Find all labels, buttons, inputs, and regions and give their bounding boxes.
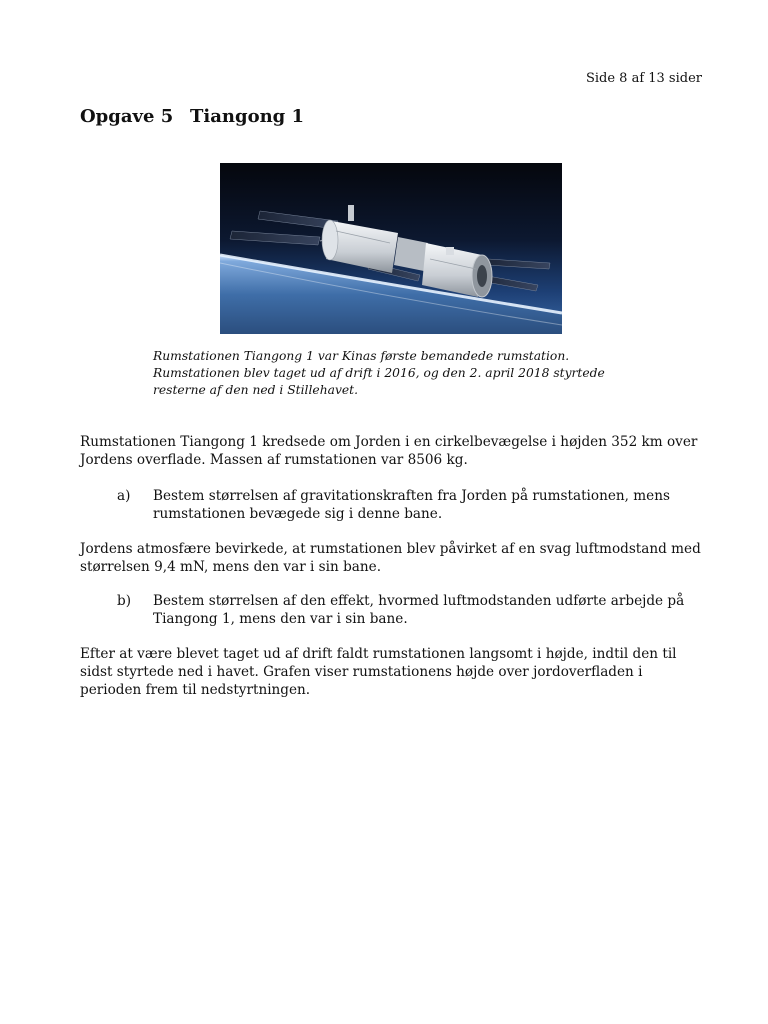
task-number: Opgave 5 <box>80 106 174 127</box>
page-number: Side 8 af 13 sider <box>585 71 702 86</box>
question-b-text: Bestem størrelsen af den effekt, hvormed luftmodstanden udførte arbejde på Tiangong 1, mens den var i sin bane. <box>153 593 685 627</box>
intro-paragraph: Rumstationen Tiangong 1 kredsede om Jorden i en cirkelbevægelse i højden 352 km over Jordens overflade. Massen af rumstationen var 8506 kg. <box>80 434 698 468</box>
atmosphere-paragraph: Jordens atmosfære bevirkede, at rumstationen blev påvirket af en svag luftmodstand med størrelsen 9,4 mN, mens den var i sin bane. <box>80 541 701 575</box>
task-title <box>80 106 304 127</box>
outro-paragraph: Efter at være blevet taget ud af drift faldt rumstationen langsomt i højde, indtil den til sidst styrtede ned i havet. Grafen viser rumstationens højde over jordoverfladen i perioden frem til nedstyrtningen. <box>80 646 677 698</box>
task-name: Tiangong 1 <box>190 106 305 127</box>
question-b-label: b) <box>117 593 132 609</box>
question-a-text: Bestem størrelsen af gravitationskraften fra Jorden på rumstationen, mens rumstationen bevægede sig i denne bane. <box>153 488 670 522</box>
question-a-label: a) <box>117 488 131 504</box>
figure-caption: Rumstationen Tiangong 1 var Kinas første bemandede rumstation. Rumstationen blev taget ud af drift i 2016, og den 2. april 2018 styrtede resterne af den ned i Stillehavet. <box>153 349 605 397</box>
space-station-photo <box>220 163 562 334</box>
